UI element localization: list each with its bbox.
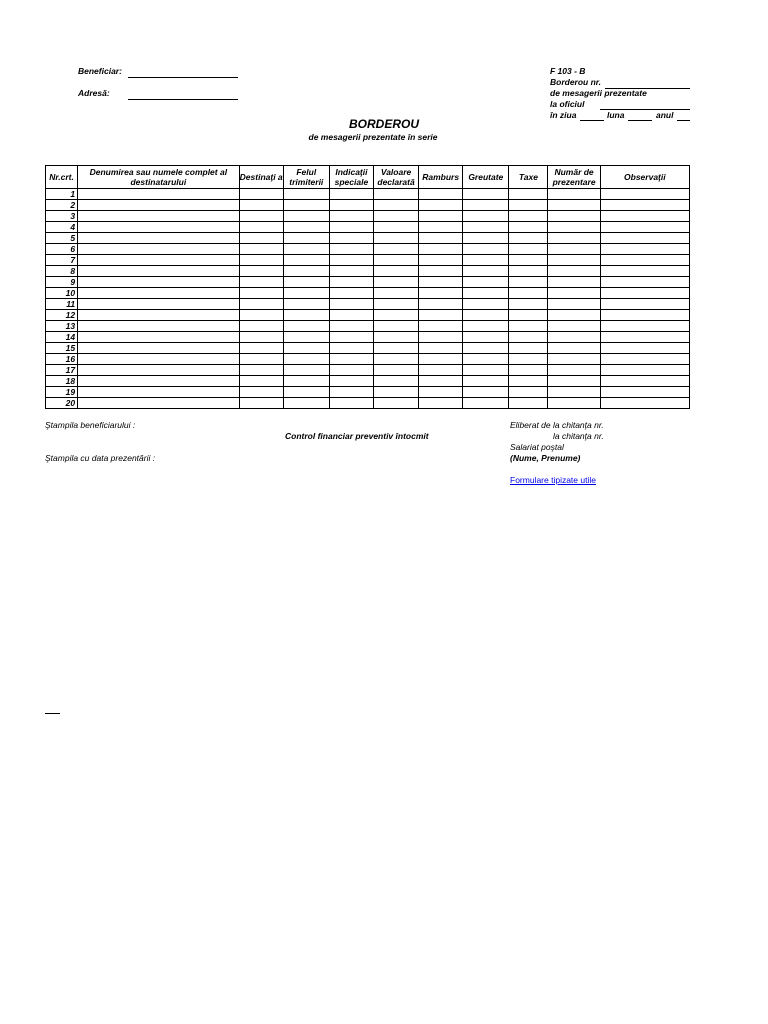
table-row (46, 343, 690, 354)
table-cell[interactable] (239, 211, 283, 222)
table-cell[interactable] (329, 398, 373, 409)
table-cell[interactable] (548, 211, 600, 222)
table-cell[interactable] (509, 343, 548, 354)
table-cell[interactable] (373, 222, 418, 233)
table-cell[interactable] (283, 211, 329, 222)
table-cell[interactable] (548, 233, 600, 244)
table-row (46, 222, 690, 233)
table-cell[interactable] (463, 387, 509, 398)
col-header-ramburs: Ramburs (419, 166, 463, 189)
col-header-observatii: Observaţii (600, 166, 689, 189)
table-row (46, 211, 690, 222)
row-number: 13 (46, 321, 78, 332)
table-cell[interactable] (463, 288, 509, 299)
table-cell[interactable] (548, 343, 600, 354)
table-cell[interactable] (548, 244, 600, 255)
table-cell[interactable] (509, 321, 548, 332)
in-ziua-label: în ziua (550, 110, 577, 120)
table-cell[interactable] (548, 321, 600, 332)
table-cell[interactable] (329, 222, 373, 233)
table-cell[interactable] (78, 376, 240, 387)
table-cell[interactable] (600, 365, 689, 376)
page-subtitle: de mesagerii prezentate în serie (308, 132, 438, 142)
table-cell[interactable] (419, 387, 463, 398)
table-cell[interactable] (78, 255, 240, 266)
table-cell[interactable] (239, 233, 283, 244)
table-row (46, 332, 690, 343)
footnote-dash (45, 713, 60, 714)
luna-label: luna (607, 110, 625, 120)
col-header-nr: Nr.crt. (46, 166, 78, 189)
table-cell[interactable] (419, 200, 463, 211)
table-row (46, 288, 690, 299)
table-cell[interactable] (329, 299, 373, 310)
table-cell[interactable] (509, 222, 548, 233)
table-cell[interactable] (509, 299, 548, 310)
table-cell[interactable] (283, 277, 329, 288)
table-cell[interactable] (78, 365, 240, 376)
table-cell[interactable] (600, 288, 689, 299)
table-cell[interactable] (239, 288, 283, 299)
table-cell[interactable] (329, 343, 373, 354)
table-cell[interactable] (548, 222, 600, 233)
table-cell[interactable] (509, 398, 548, 409)
row-number: 20 (46, 398, 78, 409)
table-cell[interactable] (239, 222, 283, 233)
table-cell[interactable] (600, 222, 689, 233)
beneficiar-line (128, 68, 238, 78)
table-cell[interactable] (78, 387, 240, 398)
table-cell[interactable] (329, 277, 373, 288)
table-cell[interactable] (548, 288, 600, 299)
borderou-nr-label: Borderou nr. (550, 77, 602, 87)
table-cell[interactable] (463, 244, 509, 255)
table-cell[interactable] (78, 244, 240, 255)
table-cell[interactable] (548, 255, 600, 266)
table-cell[interactable] (239, 189, 283, 200)
table-row (46, 200, 690, 211)
table-cell[interactable] (283, 321, 329, 332)
stampila-data: Ştampila cu data prezentării : (45, 453, 156, 463)
table-cell[interactable] (239, 244, 283, 255)
table-cell[interactable] (283, 244, 329, 255)
col-header-valoare: Valoare declarată (373, 166, 418, 189)
table-row (46, 321, 690, 332)
table-cell[interactable] (600, 354, 689, 365)
table-cell[interactable] (419, 299, 463, 310)
table-cell[interactable] (419, 365, 463, 376)
table-cell[interactable] (419, 255, 463, 266)
table-cell[interactable] (600, 310, 689, 321)
table-row (46, 354, 690, 365)
table-cell[interactable] (329, 288, 373, 299)
table-cell[interactable] (239, 310, 283, 321)
col-header-taxe: Taxe (509, 166, 548, 189)
row-number: 18 (46, 376, 78, 387)
table-cell[interactable] (600, 189, 689, 200)
table-cell[interactable] (239, 332, 283, 343)
table-cell[interactable] (373, 387, 418, 398)
row-number: 5 (46, 233, 78, 244)
table-cell[interactable] (600, 266, 689, 277)
table-cell[interactable] (239, 200, 283, 211)
table-cell[interactable] (373, 266, 418, 277)
table-cell[interactable] (239, 299, 283, 310)
table-cell[interactable] (283, 233, 329, 244)
table-cell[interactable] (600, 398, 689, 409)
table-cell[interactable] (419, 288, 463, 299)
row-number: 10 (46, 288, 78, 299)
table-row (46, 310, 690, 321)
table-cell[interactable] (283, 189, 329, 200)
table-cell[interactable] (509, 387, 548, 398)
table-cell[interactable] (600, 277, 689, 288)
table-cell[interactable] (509, 354, 548, 365)
table-cell[interactable] (600, 299, 689, 310)
table-cell[interactable] (283, 332, 329, 343)
table-cell[interactable] (78, 222, 240, 233)
table-cell[interactable] (373, 332, 418, 343)
table-cell[interactable] (239, 365, 283, 376)
table-cell[interactable] (329, 332, 373, 343)
table-cell[interactable] (419, 233, 463, 244)
table-cell[interactable] (373, 365, 418, 376)
table-cell[interactable] (283, 387, 329, 398)
row-number: 9 (46, 277, 78, 288)
table-cell[interactable] (283, 376, 329, 387)
table-cell[interactable] (329, 310, 373, 321)
table-cell[interactable] (78, 233, 240, 244)
table-cell[interactable] (600, 332, 689, 343)
table-cell[interactable] (463, 376, 509, 387)
table-cell[interactable] (373, 376, 418, 387)
table-cell[interactable] (509, 244, 548, 255)
table-cell[interactable] (509, 277, 548, 288)
table-cell[interactable] (78, 354, 240, 365)
table-cell[interactable] (373, 299, 418, 310)
table-cell[interactable] (329, 211, 373, 222)
table-cell[interactable] (419, 332, 463, 343)
table-cell[interactable] (548, 200, 600, 211)
table-cell[interactable] (78, 266, 240, 277)
table-cell[interactable] (329, 233, 373, 244)
table-cell[interactable] (283, 266, 329, 277)
table-row (46, 244, 690, 255)
table-cell[interactable] (509, 310, 548, 321)
table-cell[interactable] (509, 200, 548, 211)
row-number: 1 (46, 189, 78, 200)
table-cell[interactable] (419, 211, 463, 222)
row-number: 16 (46, 354, 78, 365)
table-cell[interactable] (329, 321, 373, 332)
table-cell[interactable] (600, 211, 689, 222)
la-chitanta-label: la chitanţa nr. (553, 431, 604, 441)
formulare-link[interactable]: Formulare tipizate utile (510, 475, 596, 485)
table-cell[interactable] (283, 299, 329, 310)
table-cell[interactable] (78, 321, 240, 332)
table-cell[interactable] (78, 189, 240, 200)
table-cell[interactable] (548, 354, 600, 365)
table-cell[interactable] (78, 200, 240, 211)
table-cell[interactable] (419, 310, 463, 321)
table-cell[interactable] (283, 288, 329, 299)
table-cell[interactable] (463, 266, 509, 277)
table-cell[interactable] (283, 354, 329, 365)
table-cell[interactable] (239, 398, 283, 409)
table-cell[interactable] (373, 343, 418, 354)
table-cell[interactable] (239, 321, 283, 332)
table-cell[interactable] (283, 222, 329, 233)
table-cell[interactable] (419, 244, 463, 255)
table-cell[interactable] (463, 354, 509, 365)
row-number: 14 (46, 332, 78, 343)
row-number: 6 (46, 244, 78, 255)
table-cell[interactable] (463, 233, 509, 244)
table-cell[interactable] (373, 310, 418, 321)
table-cell[interactable] (548, 376, 600, 387)
table-cell[interactable] (509, 266, 548, 277)
table-row (46, 189, 690, 200)
row-number: 12 (46, 310, 78, 321)
mesagerii-label: de mesagerii prezentate (550, 88, 647, 98)
table-cell[interactable] (373, 200, 418, 211)
col-header-indicatii: Indicaţii speciale (329, 166, 373, 189)
table-cell[interactable] (509, 189, 548, 200)
table-cell[interactable] (78, 332, 240, 343)
table-cell[interactable] (283, 255, 329, 266)
table-cell[interactable] (329, 354, 373, 365)
table-row (46, 277, 690, 288)
table-cell[interactable] (509, 255, 548, 266)
table-cell[interactable] (78, 277, 240, 288)
table-cell[interactable] (329, 387, 373, 398)
table-cell[interactable] (463, 343, 509, 354)
table-cell[interactable] (419, 277, 463, 288)
form-code: F 103 - B (550, 66, 586, 76)
table-cell[interactable] (548, 266, 600, 277)
table-cell[interactable] (419, 266, 463, 277)
table-cell[interactable] (419, 376, 463, 387)
table-cell[interactable] (329, 376, 373, 387)
row-number: 8 (46, 266, 78, 277)
oficiul-line (600, 100, 690, 110)
table-header-row (46, 166, 690, 189)
table-cell[interactable] (600, 200, 689, 211)
table-cell[interactable] (509, 376, 548, 387)
table-cell[interactable] (283, 343, 329, 354)
table-cell[interactable] (463, 189, 509, 200)
table-cell[interactable] (548, 299, 600, 310)
beneficiar-label: Beneficiar: (78, 66, 122, 76)
table-cell[interactable] (600, 233, 689, 244)
row-number: 4 (46, 222, 78, 233)
table-cell[interactable] (600, 244, 689, 255)
table-cell[interactable] (239, 376, 283, 387)
table-cell[interactable] (329, 266, 373, 277)
table-cell[interactable] (600, 321, 689, 332)
table-cell[interactable] (548, 277, 600, 288)
table-cell[interactable] (78, 310, 240, 321)
table-cell[interactable] (373, 354, 418, 365)
table-cell[interactable] (239, 277, 283, 288)
adresa-label: Adresă: (78, 88, 110, 98)
table-row (46, 255, 690, 266)
table-cell[interactable] (419, 343, 463, 354)
table-cell[interactable] (329, 255, 373, 266)
table-cell[interactable] (548, 310, 600, 321)
table-cell[interactable] (463, 321, 509, 332)
table-cell[interactable] (419, 222, 463, 233)
table-cell[interactable] (509, 288, 548, 299)
table-cell[interactable] (329, 244, 373, 255)
table-cell[interactable] (373, 277, 418, 288)
control-financiar: Control financiar preventiv întocmit (285, 431, 429, 441)
table-cell[interactable] (600, 255, 689, 266)
table-cell[interactable] (463, 255, 509, 266)
table-cell[interactable] (373, 189, 418, 200)
table-cell[interactable] (373, 244, 418, 255)
table-row (46, 398, 690, 409)
table-cell[interactable] (419, 321, 463, 332)
table-cell[interactable] (283, 200, 329, 211)
row-number: 7 (46, 255, 78, 266)
table-cell[interactable] (78, 288, 240, 299)
table-cell[interactable] (329, 365, 373, 376)
table-cell[interactable] (463, 398, 509, 409)
table-cell[interactable] (419, 398, 463, 409)
oficiul-label: la oficiul (550, 99, 585, 109)
page-title: BORDEROU (348, 117, 419, 131)
row-number: 15 (46, 343, 78, 354)
row-number: 19 (46, 387, 78, 398)
table-cell[interactable] (548, 398, 600, 409)
table-cell[interactable] (283, 398, 329, 409)
table-cell[interactable] (283, 310, 329, 321)
table-cell[interactable] (509, 233, 548, 244)
row-number: 17 (46, 365, 78, 376)
table-cell[interactable] (509, 365, 548, 376)
table-cell[interactable] (463, 222, 509, 233)
table-cell[interactable] (329, 200, 373, 211)
table-cell[interactable] (373, 288, 418, 299)
table-cell[interactable] (239, 266, 283, 277)
table-row (46, 376, 690, 387)
table-cell[interactable] (329, 189, 373, 200)
table-cell[interactable] (78, 211, 240, 222)
borderou-table (45, 165, 690, 409)
table-row (46, 233, 690, 244)
stampila-beneficiar: Ştampila beneficiarului : (45, 420, 136, 430)
table-cell[interactable] (373, 211, 418, 222)
table-cell[interactable] (548, 189, 600, 200)
table-cell[interactable] (600, 387, 689, 398)
row-number: 3 (46, 211, 78, 222)
table-cell[interactable] (239, 255, 283, 266)
table-cell[interactable] (78, 398, 240, 409)
table-cell[interactable] (463, 211, 509, 222)
salariat-label: Salariat poştal (510, 442, 564, 452)
table-cell[interactable] (548, 387, 600, 398)
table-cell[interactable] (509, 211, 548, 222)
table-cell[interactable] (463, 299, 509, 310)
table-row (46, 365, 690, 376)
table-cell[interactable] (78, 343, 240, 354)
table-cell[interactable] (509, 332, 548, 343)
table-cell[interactable] (419, 189, 463, 200)
table-cell[interactable] (373, 398, 418, 409)
col-header-greutate: Greutate (463, 166, 509, 189)
table-cell[interactable] (600, 376, 689, 387)
table-cell[interactable] (373, 255, 418, 266)
row-number: 2 (46, 200, 78, 211)
table-row (46, 299, 690, 310)
nume-prenume-label: (Nume, Prenume) (510, 453, 581, 463)
table-cell[interactable] (463, 365, 509, 376)
table-cell[interactable] (463, 310, 509, 321)
table-cell[interactable] (419, 354, 463, 365)
table-cell[interactable] (283, 365, 329, 376)
table-row (46, 387, 690, 398)
table-cell[interactable] (463, 200, 509, 211)
table-cell[interactable] (373, 321, 418, 332)
table-cell[interactable] (548, 332, 600, 343)
table-cell[interactable] (373, 233, 418, 244)
table-cell[interactable] (78, 299, 240, 310)
table-row (46, 266, 690, 277)
anul-label: anul (656, 110, 674, 120)
table-cell[interactable] (548, 365, 600, 376)
table-cell[interactable] (463, 332, 509, 343)
table-cell[interactable] (239, 354, 283, 365)
table-cell[interactable] (600, 343, 689, 354)
col-header-destinatia: Destinaţi a (239, 166, 283, 189)
eliberat-label: Eliberat de la chitanţa nr. (510, 420, 604, 430)
table-cell[interactable] (239, 343, 283, 354)
adresa-line (128, 90, 238, 100)
row-number: 11 (46, 299, 78, 310)
table-cell[interactable] (463, 277, 509, 288)
col-header-felul: Felul trimiterii (283, 166, 329, 189)
col-header-numar: Număr de prezentare (548, 166, 600, 189)
table-cell[interactable] (239, 387, 283, 398)
col-header-denumire: Denumirea sau numele complet al destinatarului (78, 166, 240, 189)
